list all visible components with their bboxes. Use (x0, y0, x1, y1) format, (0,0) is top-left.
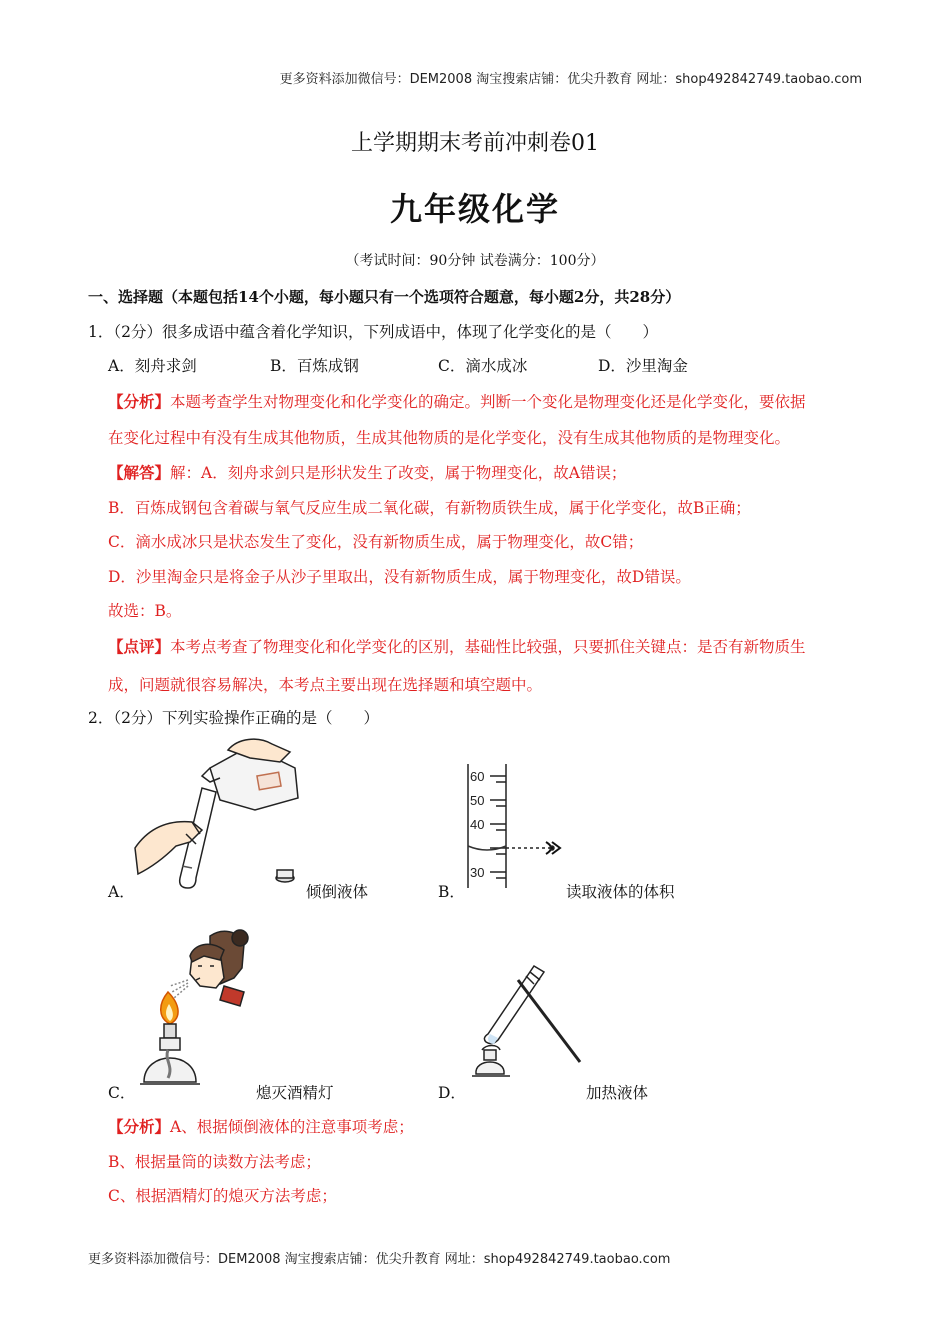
graduated-cylinder-figure (460, 762, 570, 892)
heating-liquid-figure (468, 954, 588, 1084)
q1-option-b: B．百炼成钢 (270, 357, 359, 375)
exam-meta: （考试时间：90分钟 试卷满分：100分） (345, 253, 605, 269)
q1-option-c: C．滴水成冰 (438, 357, 528, 375)
q1-stem: 1．（2分）很多成语中蕴含着化学知识，下列成语中，体现了化学变化的是（ ） (88, 323, 658, 341)
header-promo: 更多资料添加微信号：DEM2008 淘宝搜索店铺：优尖升教育 网址：shop492842749.taobao.com (279, 72, 862, 87)
pouring-liquid-figure (130, 738, 310, 894)
q2-option-a-letter: A． (108, 883, 135, 901)
cylinder-tick-60: 60 (470, 769, 485, 784)
q2-analysis-line-a (108, 1115, 414, 1137)
extinguish-lamp-figure (140, 926, 260, 1096)
q1-answer-a: 解：A．刻舟求剑只是形状发生了改变，属于物理变化，故A错误； (170, 464, 627, 482)
q1-analysis-tag: 【分析】 (108, 392, 171, 411)
q1-analysis-line2: 在变化过程中有没有生成其他物质，生成其他物质的是化学变化，没有生成其他物质的是物理变化。 (108, 429, 791, 447)
q1-comment-line2: 成，问题就很容易解决，本考点主要出现在选择题和填空题中。 (108, 676, 543, 694)
section-heading: 一、选择题（本题包括14个小题，每小题只有一个选项符合题意，每小题2分，共28分） (88, 288, 681, 306)
q1-option-d: D．沙里淘金 (598, 357, 688, 375)
q2-option-a-caption: 倾倒液体 (306, 883, 369, 901)
q2-analysis-tag: 【分析】 (108, 1117, 171, 1136)
q1-comment-line1 (108, 635, 806, 657)
q2-analysis-c: C、根据酒精灯的熄灭方法考虑； (108, 1187, 337, 1205)
q1-analysis-line1 (108, 390, 806, 412)
q1-answer-c: C．滴水成冰只是状态发生了变化，没有新物质生成，属于物理变化，故C错； (108, 533, 644, 551)
q1-comment-text1: 本考点考查了物理变化和化学变化的区别，基础性比较强，只要抓住关键点：是否有新物质生 (170, 638, 806, 656)
q2-option-b-caption: 读取液体的体积 (566, 883, 675, 901)
q2-option-c-caption: 熄灭酒精灯 (256, 1084, 334, 1102)
q1-analysis-text1: 本题考查学生对物理变化和化学变化的确定。判断一个变化是物理变化还是化学变化，要依据 (170, 393, 806, 411)
cylinder-tick-40: 40 (470, 817, 485, 832)
exam-title: 上学期期末考前冲刺卷01 (351, 131, 599, 156)
footer-promo: 更多资料添加微信号：DEM2008 淘宝搜索店铺：优尖升教育 网址：shop492842749.taobao.com (88, 1252, 671, 1267)
q2-option-c-letter: C． (108, 1084, 136, 1102)
q1-choice: 故选：B。 (108, 602, 182, 620)
q2-option-d-caption: 加热液体 (586, 1084, 649, 1102)
q2-analysis-a: A、根据倾倒液体的注意事项考虑； (170, 1118, 414, 1136)
q1-answer-b: B．百炼成钢包含着碳与氧气反应生成二氧化碳，有新物质铁生成，属于化学变化，故B正确； (108, 499, 751, 517)
cylinder-tick-50: 50 (470, 793, 485, 808)
q2-stem: 2．（2分）下列实验操作正确的是（ ） (88, 709, 379, 727)
q1-answer-d: D．沙里淘金只是将金子从沙子里取出，没有新物质生成，属于物理变化，故D错误。 (108, 568, 691, 586)
subject-title: 九年级化学 (389, 190, 560, 228)
q1-answer-tag: 【解答】 (108, 463, 171, 482)
q2-option-d-letter: D． (438, 1084, 466, 1102)
q1-option-a: A．刻舟求剑 (108, 357, 197, 375)
q1-comment-tag: 【点评】 (108, 637, 171, 656)
q2-option-b-letter: B． (438, 883, 465, 901)
q1-answer-line-a (108, 461, 626, 483)
q2-analysis-b: B、根据量筒的读数方法考虑； (108, 1153, 321, 1171)
cylinder-tick-30: 30 (470, 865, 485, 880)
